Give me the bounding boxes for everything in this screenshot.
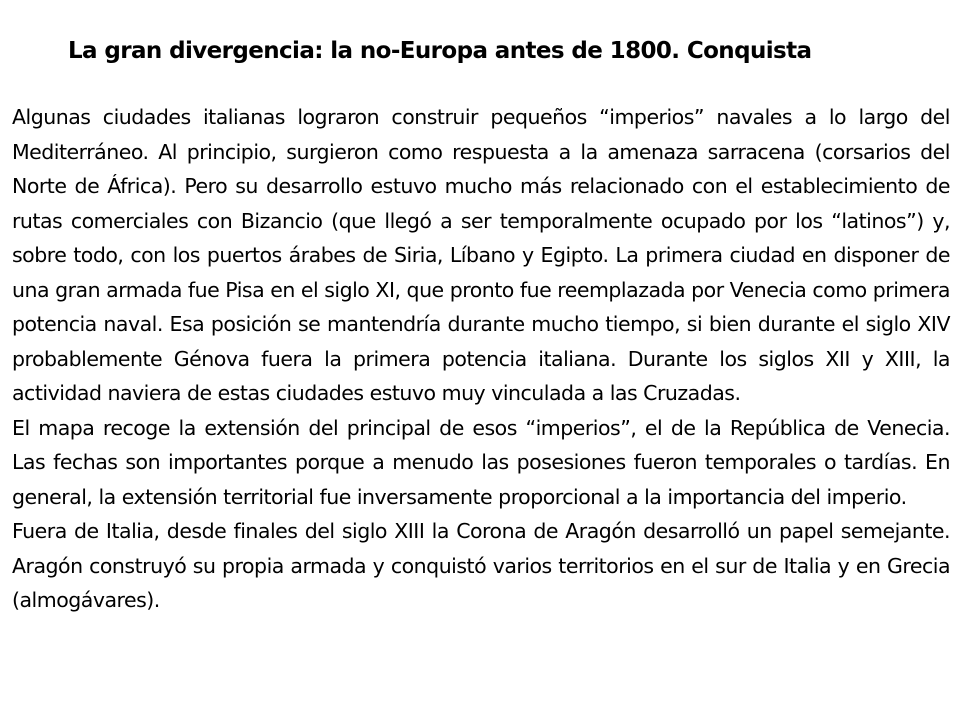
slide-body [12,100,950,618]
paragraph-italian-empires: Algunas ciudades italianas lograron construir pequeños “imperios” navales a lo largo del Mediterráneo. Al principio, surgieron como respuesta a la amenaza sarracena (corsarios del Norte de África). Pero su desarrollo estuvo mucho más relacionado con el establecimiento de rutas comerciales con Bizancio (que llegó a ser temporalmente ocupado por los “latinos”) y, sobre todo, con los puertos árabes de Siria, Líbano y Egipto. La primera ciudad en disponer de una gran armada fue Pisa en el siglo XI, que pronto fue reemplazada por Venecia como primera potencia naval. Esa posición se mantendría durante mucho tiempo, si bien durante el siglo XIV probablemente Génova fuera la primera potencia italiana. Durante los siglos XII y XIII, la actividad naviera de estas ciudades estuvo muy vinculada a las Cruzadas. [12,105,950,405]
paragraph-venice-map: El mapa recoge la extensión del principal de esos “imperios”, el de la República de Venecia. Las fechas son importantes porque a menudo las posesiones fueron temporales o tardías. En general, la extensión territorial fue inversamente proporcional a la importancia del imperio. [12,415,950,509]
slide-title: La gran divergencia: la no-Europa antes de 1800. Conquista [68,38,812,64]
paragraph-aragon: Fuera de Italia, desde finales del siglo XIII la Corona de Aragón desarrolló un papel semejante. Aragón construyó su propia armada y conquistó varios territorios en el sur de Italia y en Grecia (almogávares). [12,519,950,612]
